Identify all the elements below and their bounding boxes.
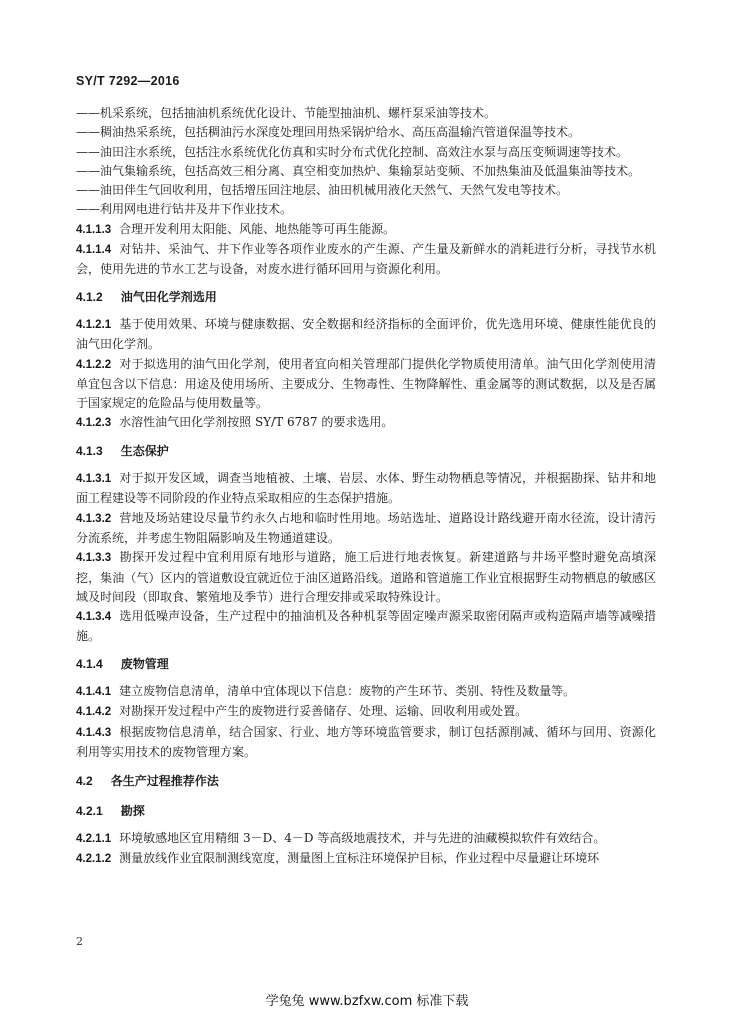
clause-text: 对于拟开发区域，调查当地植被、土壤、岩层、水体、野生动物栖息等情况，并根据勘探、钻井和地面工程建设等不同阶段的作业特点采取相应的生态保护措施。 xyxy=(76,471,656,506)
section-number: 4.1.3 xyxy=(76,443,103,458)
clause-number: 4.1.4.1 xyxy=(76,686,112,699)
clause xyxy=(76,469,656,509)
clause-text: 营地及场站建设尽量节约永久占地和临时性用地。场站选址、道路设计路线避开南水径流，设计清污分流系统，并考虑生物阻隔影响及生物通道建设。 xyxy=(76,510,656,545)
section-title: 勘探 xyxy=(120,803,145,818)
clause-number: 4.1.3.1 xyxy=(76,473,112,486)
section-title: 油气田化学剂选用 xyxy=(120,289,217,304)
clause xyxy=(76,509,656,549)
clause xyxy=(76,548,656,607)
bullet-item: ——机采系统，包括抽油机系统优化设计、节能型抽油机、螺杆泵采油等技术。 xyxy=(76,106,497,120)
bullet-item: ——利用网电进行钻井及井下作业技术。 xyxy=(76,202,293,217)
section-number: 4.1.4 xyxy=(76,656,103,671)
clause xyxy=(76,240,656,280)
clause-text: 合理开发利用太阳能、风能、地热能等可再生能源。 xyxy=(119,221,396,236)
section-number: 4.1.2 xyxy=(76,289,103,304)
clause-text: 基于使用效果、环境与健康数据、安全数据和经济指标的全面评价，优先选用环境、健康性能优良的油气田化学剂。 xyxy=(76,316,656,352)
clause-number: 4.1.2.1 xyxy=(76,318,112,331)
clause xyxy=(76,849,656,869)
section-heading-4-1-3 xyxy=(76,442,656,461)
clause xyxy=(76,723,656,763)
clause-text: 选用低噪声设备，生产过程中的抽油机及各种机泵等固定噪声源采取密闭隔声或构造隔声墙等减噪措施。 xyxy=(76,609,656,644)
section-number: 4.2 xyxy=(76,774,93,789)
clause-number: 4.1.1.4 xyxy=(76,244,112,257)
clause-number: 4.1.4.3 xyxy=(76,726,112,739)
clause xyxy=(76,355,656,414)
clause-number: 4.1.3.2 xyxy=(76,512,112,525)
clause-number: 4.1.3.3 xyxy=(76,552,112,565)
clause-text: 勘探开发过程中宜利用原有地形与道路，施工后进行地表恢复。新建道路与井场平整时避免高填深挖，集油（气）区内的管道敷设宜就近位于油区道路沿线。道路和管道施工作业宜根据野生动物栖息的敏感区域及时间段（即取食、繁殖地及季节）进行合理安排或采取特殊设计。 xyxy=(76,550,656,604)
bullet-item: ——油田伴生气回收利用，包括增压回注地层、油田机械用液化天然气、天然气发电等技术。 xyxy=(76,183,569,198)
clause-text: 环境敏感地区宜用精细 3－D、4－D 等高级地震技术，并与先进的油藏模拟软件有效结合。 xyxy=(119,830,606,845)
clause xyxy=(76,607,656,647)
clause-text: 对勘探开发过程中产生的废物进行妥善储存、处理、运输、回收利用或处置。 xyxy=(119,704,528,719)
watermark-footer: 学兔兔 www.bzfxw.com 标准下载 xyxy=(265,994,469,1009)
section-heading-4-2-1 xyxy=(76,802,656,821)
standard-code-header: SY/T 7292—2016 xyxy=(76,74,180,88)
clause xyxy=(76,682,656,702)
clause-number: 4.2.1.1 xyxy=(76,832,112,845)
clause xyxy=(76,220,656,240)
clause-number: 4.1.2.2 xyxy=(76,358,112,371)
clause-text: 建立废物信息清单，清单中宜体现以下信息：废物的产生环节、类别、特性及数量等。 xyxy=(119,684,576,699)
section-heading-4-1-4 xyxy=(76,655,656,674)
clause xyxy=(76,413,656,433)
bullet-item: ——油田注水系统，包括注水系统优化仿真和实时分布式优化控制、高效注水泵与高压变频调速等技术。 xyxy=(76,144,629,159)
clause xyxy=(76,829,656,849)
section-title: 各生产过程推荐作法 xyxy=(110,774,219,789)
clause-text: 水溶性油气田化学剂按照 SY/T 6787 的要求选用。 xyxy=(119,415,394,430)
section-heading-4-2 xyxy=(76,772,656,791)
bullet-item: ——稠油热采系统，包括稠油污水深度处理回用热采锅炉给水、高压高温输汽管道保温等技术。 xyxy=(76,125,581,140)
page-number: 2 xyxy=(76,935,83,948)
clause-number: 4.1.4.2 xyxy=(76,706,112,719)
clause-number: 4.1.1.3 xyxy=(76,223,112,236)
bullet-item: ——油气集输系统，包括高效三相分离、真空相变加热炉、集输泵站变频、不加热集油及低温集油等技术。 xyxy=(76,163,641,178)
clause-number: 4.2.1.2 xyxy=(76,853,112,866)
document-body xyxy=(76,104,656,869)
section-number: 4.2.1 xyxy=(76,803,103,818)
clause xyxy=(76,702,656,722)
clause-number: 4.1.2.3 xyxy=(76,417,112,430)
section-title: 生态保护 xyxy=(120,443,169,458)
section-title: 废物管理 xyxy=(120,656,169,671)
clause-text: 对钻井、采油气、井下作业等各项作业废水的产生源、产生量及新鲜水的消耗进行分析，寻找节水机会，使用先进的节水工艺与设备，对废水进行循环回用与资源化利用。 xyxy=(76,242,656,277)
clause-text: 对于拟选用的油气田化学剂，使用者宜向相关管理部门提供化学物质使用清单。油气田化学剂使用清单宜包含以下信息：用途及使用场所、主要成分、生物毒性、生物降解性、重金属等的测试数据，以及是否属于国家规定的危险品与使用数量等。 xyxy=(76,356,656,411)
clause xyxy=(76,315,656,355)
bullet-list xyxy=(76,104,656,220)
section-heading-4-1-2 xyxy=(76,288,656,307)
clause-text: 测量放线作业宜限制测线宽度，测量图上宜标注环境保护目标，作业过程中尽量避让环境环 xyxy=(119,851,600,866)
clause-text: 根据废物信息清单，结合国家、行业、地方等环境监管要求，制订包括源削减、循环与回用、资源化利用等实用技术的废物管理方案。 xyxy=(76,724,656,759)
clause-number: 4.1.3.4 xyxy=(76,611,112,624)
